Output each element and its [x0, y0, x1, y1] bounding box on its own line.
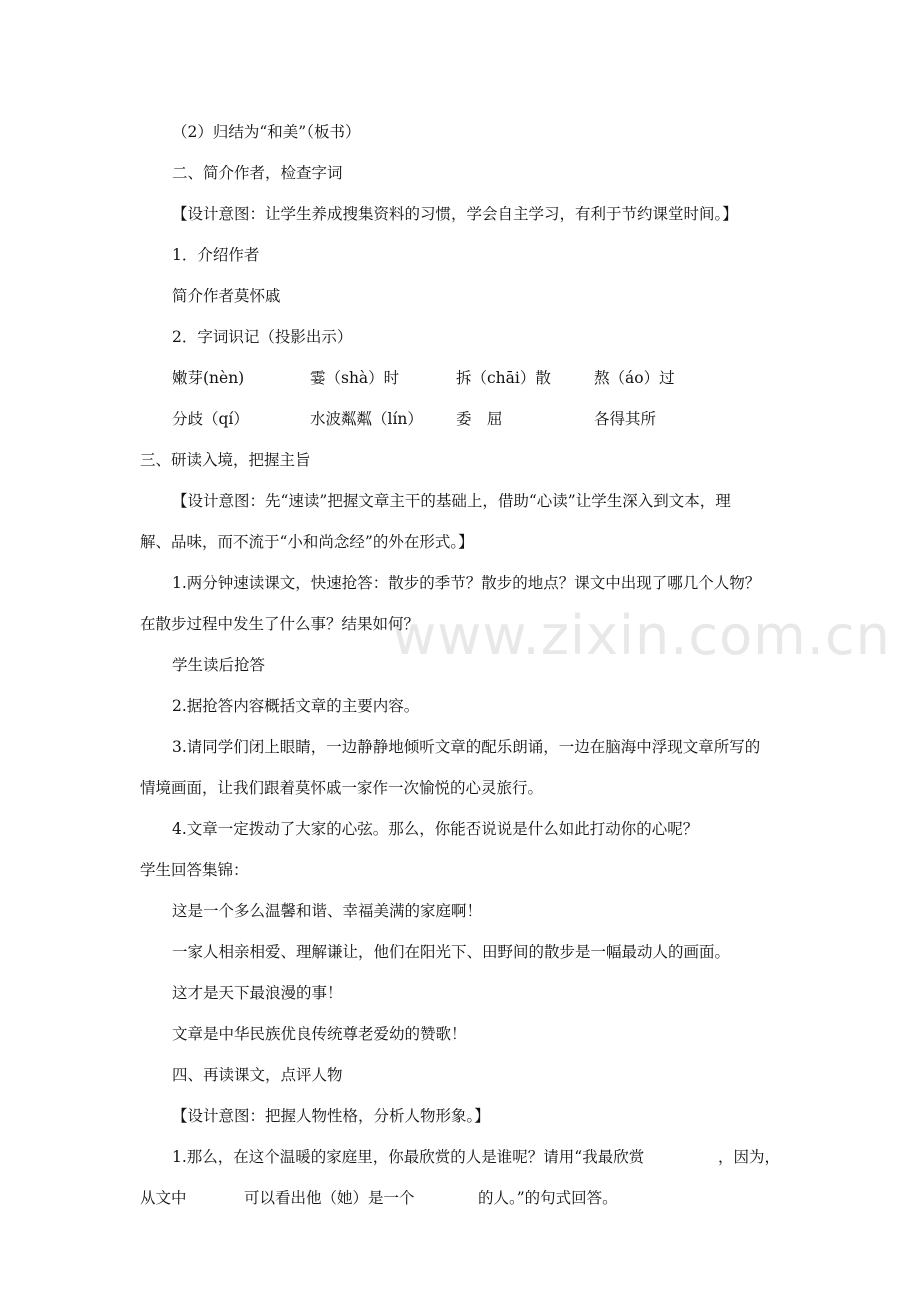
vocab-item: 嫩芽(nèn) — [172, 369, 245, 387]
question-line — [0, 1147, 920, 1167]
vocab-item: 拆（chāi）散 — [456, 369, 551, 387]
text-line: 在散步过程中发生了什么事？结果如何？ — [140, 615, 420, 633]
text-line: 这是一个多么温馨和谐、幸福美满的家庭啊！ — [172, 902, 483, 920]
vocab-item: 水波粼粼（lín） — [310, 410, 423, 428]
text-line: 4.文章一定拨动了大家的心弦。那么，你能否说说是什么如此打动你的心呢？ — [172, 820, 699, 838]
vocab-item: 霎（shà）时 — [310, 369, 400, 387]
text-line: 情境画面，让我们跟着莫怀戚一家作一次愉悦的心灵旅行。 — [140, 779, 544, 797]
design-intent-note: 【设计意图：让学生养成搜集资料的习惯，学会自主学习，有利于节约课堂时间。】 — [172, 205, 738, 223]
text-line: 简介作者莫怀戚 — [172, 287, 281, 305]
vocab-row — [0, 409, 920, 429]
text-line: 1．介绍作者 — [172, 246, 260, 264]
text-line: 这才是天下最浪漫的事！ — [172, 984, 343, 1002]
watermark: www.zixin.com.cn — [392, 604, 891, 667]
design-intent-note-cont: 解、品味，而不流于“小和尚念经”的外在形式。】 — [140, 533, 474, 551]
text-line: （2）归结为“和美”（板书） — [172, 123, 361, 141]
section-heading: 四、再读课文，点评人物 — [172, 1066, 343, 1084]
question-text: ，因为， — [718, 1148, 781, 1166]
vocab-item: 各得其所 — [594, 410, 657, 428]
text-line: 学生回答集锦： — [140, 861, 249, 879]
question-text: 从文中 — [140, 1189, 187, 1207]
text-line: 3.请同学们闭上眼睛，一边静静地倾听文章的配乐朗诵，一边在脑海中浮现文章所写的 — [172, 738, 761, 756]
text-line: 1.两分钟速读课文，快速抢答：散步的季节？散步的地点？课文中出现了哪几个人物？ — [172, 574, 761, 592]
design-intent-note: 【设计意图：先“速读”把握文章主干的基础上，借助“心读”让学生深入到文本，理 — [172, 492, 731, 510]
text-line: 学生读后抢答 — [172, 656, 266, 674]
vocab-item: 分歧（qí） — [172, 410, 249, 428]
question-text: 的人。”的句式回答。 — [478, 1189, 618, 1207]
question-line — [0, 1188, 920, 1208]
text-line: 一家人相亲相爱、理解谦让，他们在阳光下、田野间的散步是一幅最动人的画面。 — [172, 943, 731, 961]
vocab-row — [0, 368, 920, 388]
text-line: 2.据抢答内容概括文章的主要内容。 — [172, 697, 420, 715]
vocab-item: 熬（áo）过 — [594, 369, 675, 387]
design-intent-note: 【设计意图：把握人物性格，分析人物形象。】 — [172, 1107, 490, 1125]
text-line: 2．字词识记（投影出示） — [172, 328, 353, 346]
question-text: 可以看出他（她）是一个 — [244, 1189, 415, 1207]
text-line: 文章是中华民族优良传统尊老爱幼的赞歌！ — [172, 1025, 467, 1043]
section-heading: 二、简介作者，检查字词 — [172, 164, 343, 182]
vocab-item: 委 屈 — [456, 410, 503, 428]
section-heading: 三、研读入境，把握主旨 — [140, 451, 311, 469]
question-text: 1.那么，在这个温暖的家庭里，你最欣赏的人是谁呢？请用“我最欣赏 — [172, 1148, 645, 1166]
